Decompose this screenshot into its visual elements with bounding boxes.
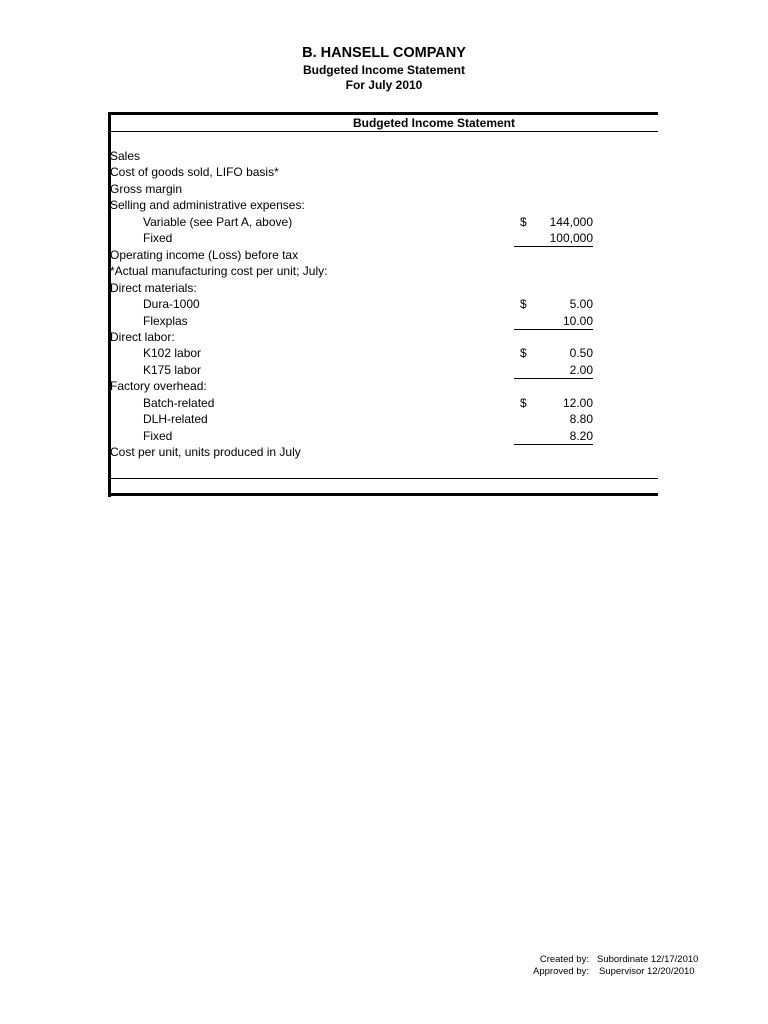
table-row <box>110 313 658 329</box>
row-amount: 8.80 <box>569 412 593 427</box>
row-label: *Actual manufacturing cost per unit; July: <box>110 264 328 279</box>
table-row <box>110 197 658 213</box>
currency-symbol: $ <box>520 395 527 410</box>
row-amount: 8.20 <box>514 428 593 445</box>
currency-symbol: $ <box>520 346 527 361</box>
approved-by-value: Supervisor 12/20/2010 <box>599 966 695 977</box>
table-row <box>110 395 658 411</box>
row-label: Variable (see Part A, above) <box>143 214 293 229</box>
table-row <box>110 444 658 460</box>
row-label: Selling and administrative expenses: <box>110 198 305 213</box>
row-label: Direct materials: <box>110 280 197 295</box>
table-row <box>110 164 658 180</box>
row-label: Gross margin <box>110 181 183 196</box>
statement-title: Budgeted Income Statement <box>302 63 466 77</box>
table-row <box>110 411 658 427</box>
title-divider <box>108 131 658 132</box>
row-label: Flexplas <box>143 313 188 328</box>
currency-symbol: $ <box>520 297 527 312</box>
row-label: Fixed <box>143 231 173 246</box>
row-label: K102 labor <box>143 346 202 361</box>
table-row <box>110 378 658 394</box>
table-row <box>110 428 658 444</box>
table-row <box>110 362 658 378</box>
table-title: Budgeted Income Statement <box>352 116 516 130</box>
row-label: DLH-related <box>143 412 208 427</box>
table-row <box>110 230 658 246</box>
table-row <box>110 181 658 197</box>
row-label: Factory overhead: <box>110 379 207 394</box>
row-label: Dura-1000 <box>143 297 200 312</box>
table-row <box>110 296 658 312</box>
row-amount: 0.50 <box>569 346 593 361</box>
row-label: Operating income (Loss) before tax <box>110 247 299 262</box>
row-amount: 100,000 <box>514 230 593 247</box>
created-by-value: Subordinate 12/17/2010 <box>597 954 699 965</box>
row-label: Sales <box>110 149 141 163</box>
row-label: Fixed <box>143 428 173 443</box>
table-row <box>110 329 658 345</box>
company-name: B. HANSELL COMPANY <box>302 45 466 61</box>
row-amount: 144,000 <box>549 214 593 229</box>
statement-period: For July 2010 <box>345 78 423 92</box>
row-amount: 2.00 <box>514 362 593 379</box>
row-label: Cost per unit, units produced in July <box>110 445 301 460</box>
row-label: K175 labor <box>143 362 202 377</box>
row-label: Batch-related <box>143 395 215 410</box>
row-label: Direct labor: <box>110 329 175 344</box>
approved-by-label: Approved by: <box>533 966 589 977</box>
table-row <box>110 148 658 164</box>
lower-divider <box>108 478 658 479</box>
table-top-border <box>108 112 658 115</box>
row-amount: 10.00 <box>514 313 593 330</box>
currency-symbol: $ <box>520 214 527 229</box>
table-row <box>110 214 658 230</box>
row-amount: 5.00 <box>569 297 593 312</box>
table-row <box>110 345 658 361</box>
table-row <box>110 247 658 263</box>
row-label: Cost of goods sold, LIFO basis* <box>110 165 279 180</box>
created-by-label: Created by: <box>539 954 589 965</box>
table-row <box>110 280 658 296</box>
row-amount: 12.00 <box>562 395 593 410</box>
table-bottom-border <box>108 493 658 496</box>
table-row <box>110 263 658 279</box>
